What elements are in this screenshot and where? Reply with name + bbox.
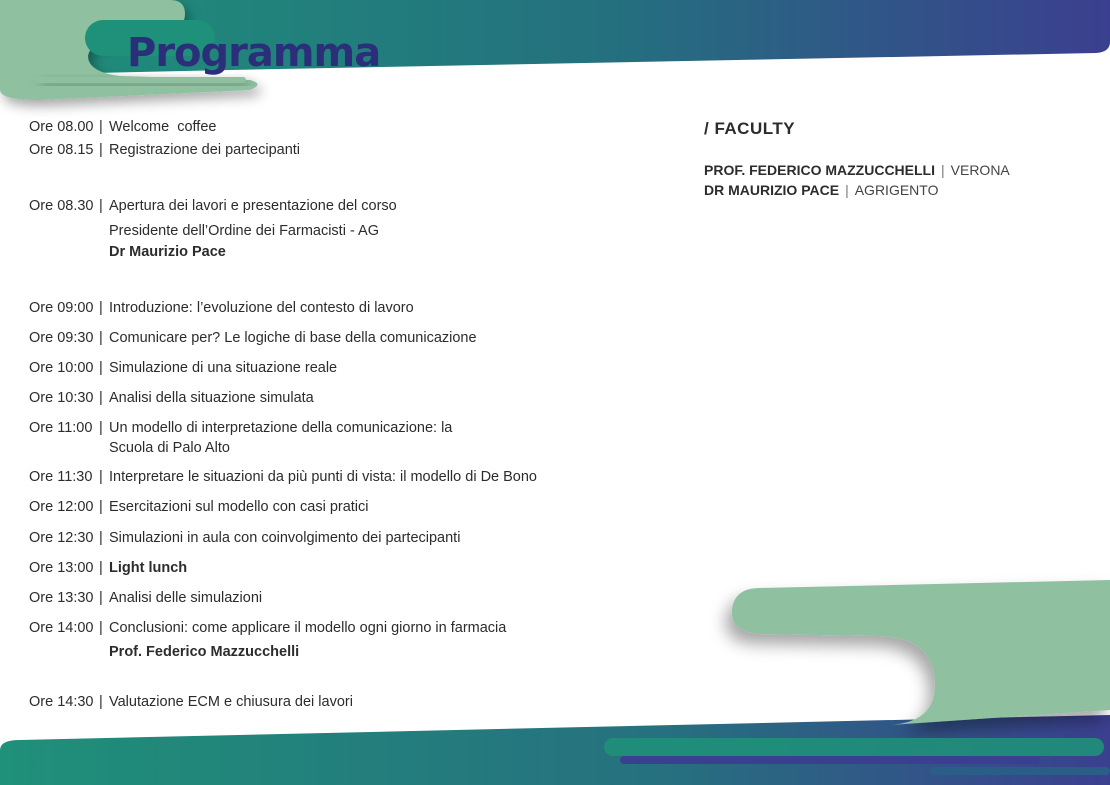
activity-label: Valutazione ECM e chiusura dei lavori (109, 694, 353, 710)
separator: | (99, 590, 103, 606)
time-label: Ore 14:00 (29, 620, 94, 636)
activity-label: Registrazione dei partecipanti (109, 142, 301, 158)
time-label: Ore 12:00 (29, 499, 94, 515)
faculty-name: DR MAURIZIO PACE (704, 182, 840, 198)
time-label: Ore 08.30 (29, 198, 94, 214)
time-label: Ore 11:00 (29, 420, 93, 436)
activity-subtitle: Presidente dell’Ordine dei Farmacisti - AG (109, 223, 379, 239)
faculty-member (704, 180, 938, 200)
faculty-city: AGRIGENTO (854, 182, 939, 198)
activity-label: Apertura dei lavori e presentazione del corso (109, 198, 397, 214)
activity-label: Interpretare le situazioni da più punti di vista: il modello di De Bono (109, 469, 537, 485)
faculty-city: VERONA (950, 162, 1010, 178)
separator: | (99, 142, 103, 158)
time-label: Ore 10:30 (29, 390, 94, 406)
separator: | (941, 162, 945, 178)
activity-label: Simulazione di una situazione reale (109, 360, 338, 376)
time-label: Ore 12:30 (29, 530, 94, 546)
faculty-heading: / FACULTY (704, 119, 796, 138)
separator: | (99, 499, 103, 515)
separator: | (99, 530, 103, 546)
faculty-name: PROF. FEDERICO MAZZUCCHELLI (704, 162, 935, 178)
page-title: Programma (127, 30, 381, 76)
activity-label: Light lunch (109, 560, 188, 576)
separator: | (99, 420, 103, 436)
time-label: Ore 11:30 (29, 469, 93, 485)
activity-label: Comunicare per? Le logiche di base della comunicazione (109, 330, 477, 346)
speaker-name: Dr Maurizio Pace (109, 244, 226, 260)
time-label: Ore 13:30 (29, 590, 94, 606)
separator: | (99, 360, 103, 376)
separator: | (99, 620, 103, 636)
time-label: Ore 08.15 (29, 142, 94, 158)
activity-label: Esercitazioni sul modello con casi pratici (109, 499, 369, 515)
faculty-member (704, 160, 1010, 180)
speaker-name: Prof. Federico Mazzucchelli (109, 644, 300, 660)
separator: | (99, 198, 103, 214)
separator: | (99, 694, 103, 710)
time-label: Ore 14:30 (29, 694, 94, 710)
separator: | (99, 330, 103, 346)
activity-label: Un modello di interpretazione della comunicazione: la (109, 420, 453, 436)
activity-label: Analisi della situazione simulata (109, 390, 314, 406)
activity-subtitle: Scuola di Palo Alto (109, 440, 230, 456)
activity-label: Analisi delle simulazioni (109, 590, 263, 606)
time-label: Ore 09:30 (29, 330, 94, 346)
separator: | (99, 560, 103, 576)
activity-label: Introduzione: l’evoluzione del contesto di lavoro (109, 300, 414, 316)
time-label: Ore 10:00 (29, 360, 94, 376)
separator: | (845, 182, 849, 198)
separator: | (99, 390, 103, 406)
activity-label: Simulazioni in aula con coinvolgimento dei partecipanti (109, 530, 461, 546)
separator: | (99, 119, 103, 135)
separator: | (99, 300, 103, 316)
time-label: Ore 13:00 (29, 560, 94, 576)
activity-label: Welcome coffee (109, 119, 217, 135)
time-label: Ore 09:00 (29, 300, 94, 316)
separator: | (99, 469, 103, 485)
activity-label: Conclusioni: come applicare il modello ogni giorno in farmacia (109, 620, 507, 636)
time-label: Ore 08.00 (29, 119, 94, 135)
